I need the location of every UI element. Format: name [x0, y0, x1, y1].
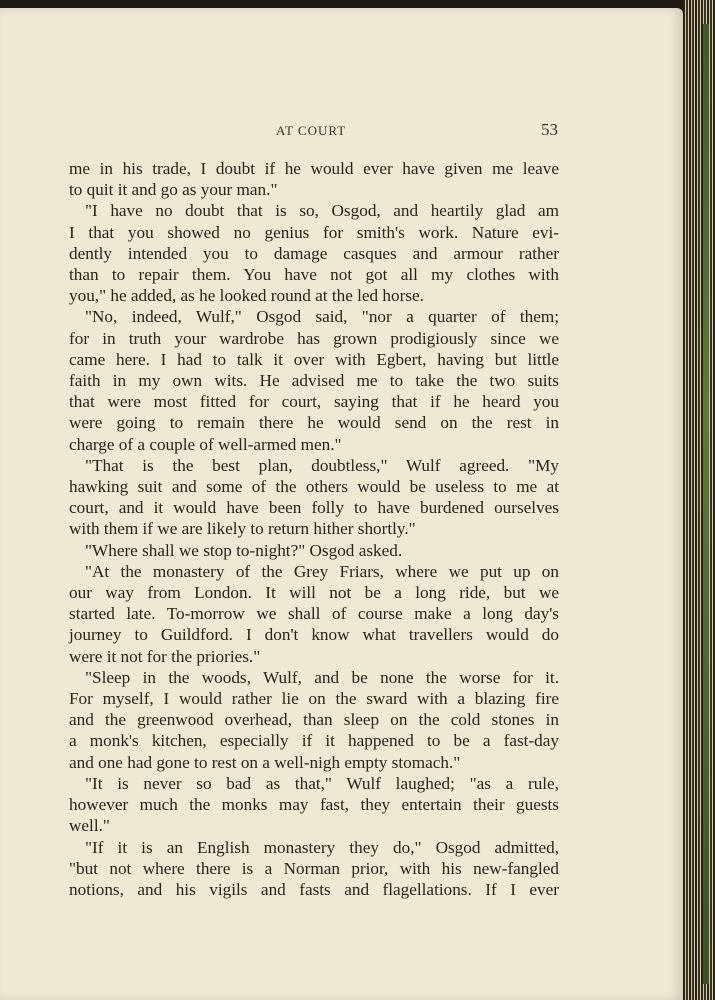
book-page [0, 8, 683, 1000]
text-line: were going to remain there he would send on the rest in [69, 413, 559, 433]
text-line: started late. To-morrow we shall of course make a long day's [69, 604, 559, 624]
text-line: well." [69, 816, 110, 836]
text-line: were it not for the priories." [69, 646, 261, 666]
text-line: "but not where there is a Norman prior, with his new-fangled [69, 858, 559, 878]
text-line: our way from London. It will not be a long ride, but we [69, 583, 559, 603]
text-line: to quit it and go as your man." [69, 180, 278, 200]
text-line: journey to Guildford. I don't know what travellers would do [69, 625, 559, 645]
text-line: for in truth your wardrobe has grown prodigiously since we [69, 328, 559, 348]
text-line: and the greenwood overhead, than sleep on the cold stones in [69, 710, 559, 730]
text-line: with them if we are likely to return hither shortly." [69, 519, 416, 539]
text-line: came here. I had to talk it over with Egbert, having but little [69, 349, 559, 369]
text-line: notions, and his vigils and fasts and flagellations. If I ever [69, 879, 559, 899]
text-line: dently intended you to damage casques and armour rather [69, 243, 559, 263]
text-line: "That is the best plan, doubtless," Wulf agreed. "My [85, 455, 559, 475]
text-line: than to repair them. You have not got all my clothes with [69, 265, 559, 285]
page-header [0, 120, 683, 140]
text-line: me in his trade, I doubt if he would ever have given me leave [69, 159, 559, 178]
text-line: I that you showed no genius for smith's work. Nature evi- [69, 222, 559, 242]
page-number: 53 [541, 120, 558, 139]
text-line: hawking suit and some of the others would be useless to me at [69, 477, 559, 497]
body-text [69, 158, 559, 900]
text-line: faith in my own wits. He advised me to take the two suits [69, 371, 559, 391]
book-cover-edge [703, 24, 709, 984]
text-line: For myself, I would rather lie on the sward with a blazing fire [69, 689, 559, 709]
text-line: "Sleep in the woods, Wulf, and be none the worse for it. [85, 667, 559, 687]
text-line: that were most fitted for court, saying that if he heard you [69, 392, 559, 412]
book-page-edges [683, 0, 715, 1000]
text-line: "Where shall we stop to-night?" Osgod asked. [85, 540, 403, 560]
text-line: however much the monks may fast, they entertain their guests [69, 795, 559, 815]
text-line: "No, indeed, Wulf," Osgod said, "nor a quarter of them; [85, 307, 559, 327]
text-line: "At the monastery of the Grey Friars, where we put up on [85, 561, 559, 581]
text-line: and one had gone to rest on a well-nigh empty stomach." [69, 752, 461, 772]
text-line: "It is never so bad as that," Wulf laughed; "as a rule, [85, 773, 559, 793]
text-line: court, and it would have been folly to have burdened ourselves [69, 498, 559, 518]
text-line: "I have no doubt that is so, Osgod, and heartily glad am [85, 201, 559, 221]
text-line: charge of a couple of well-armed men." [69, 434, 342, 454]
text-line: you," he added, as he looked round at the led horse. [69, 286, 424, 306]
running-head: AT COURT [276, 123, 347, 138]
text-line: a monk's kitchen, especially if it happened to be a fast-day [69, 731, 559, 751]
text-line: "If it is an English monastery they do," Osgod admitted, [85, 837, 559, 857]
